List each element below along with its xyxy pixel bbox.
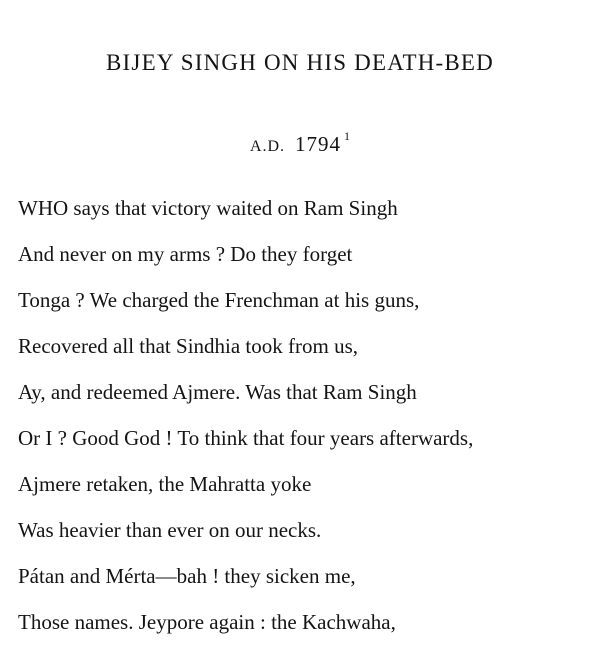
poem-line-9: Pátan and Mérta—bah ! they sicken me, bbox=[18, 564, 356, 588]
poem-line-6: Or I ? Good God ! To think that four years afterwards, bbox=[18, 426, 474, 450]
poem-line-2: And never on my arms ? Do they forget bbox=[18, 242, 353, 266]
footnote-mark: 1 bbox=[344, 129, 351, 143]
poem-line-3: Tonga ? We charged the Frenchman at his guns, bbox=[18, 288, 420, 312]
poem-line-1 bbox=[18, 196, 594, 221]
poem-line-5: Ay, and redeemed Ajmere. Was that Ram Singh bbox=[18, 380, 417, 404]
poem-line-8: Was heavier than ever on our necks. bbox=[18, 518, 322, 542]
poem-date bbox=[0, 126, 600, 161]
poem-line-4: Recovered all that Sindhia took from us, bbox=[18, 334, 359, 358]
poem-body bbox=[18, 196, 594, 635]
poem-title: BIJEY SINGH ON HIS DEATH-BED bbox=[106, 50, 494, 75]
date-era: A.D. bbox=[249, 138, 286, 155]
first-word: WHO bbox=[18, 196, 69, 220]
date-year: 1794 bbox=[295, 132, 342, 156]
poem-line-10: Those names. Jeypore again : the Kachwaha, bbox=[18, 610, 396, 634]
poem-line-7: Ajmere retaken, the Mahratta yoke bbox=[18, 472, 312, 496]
first-line-rest: says that victory waited on Ram Singh bbox=[68, 196, 398, 220]
